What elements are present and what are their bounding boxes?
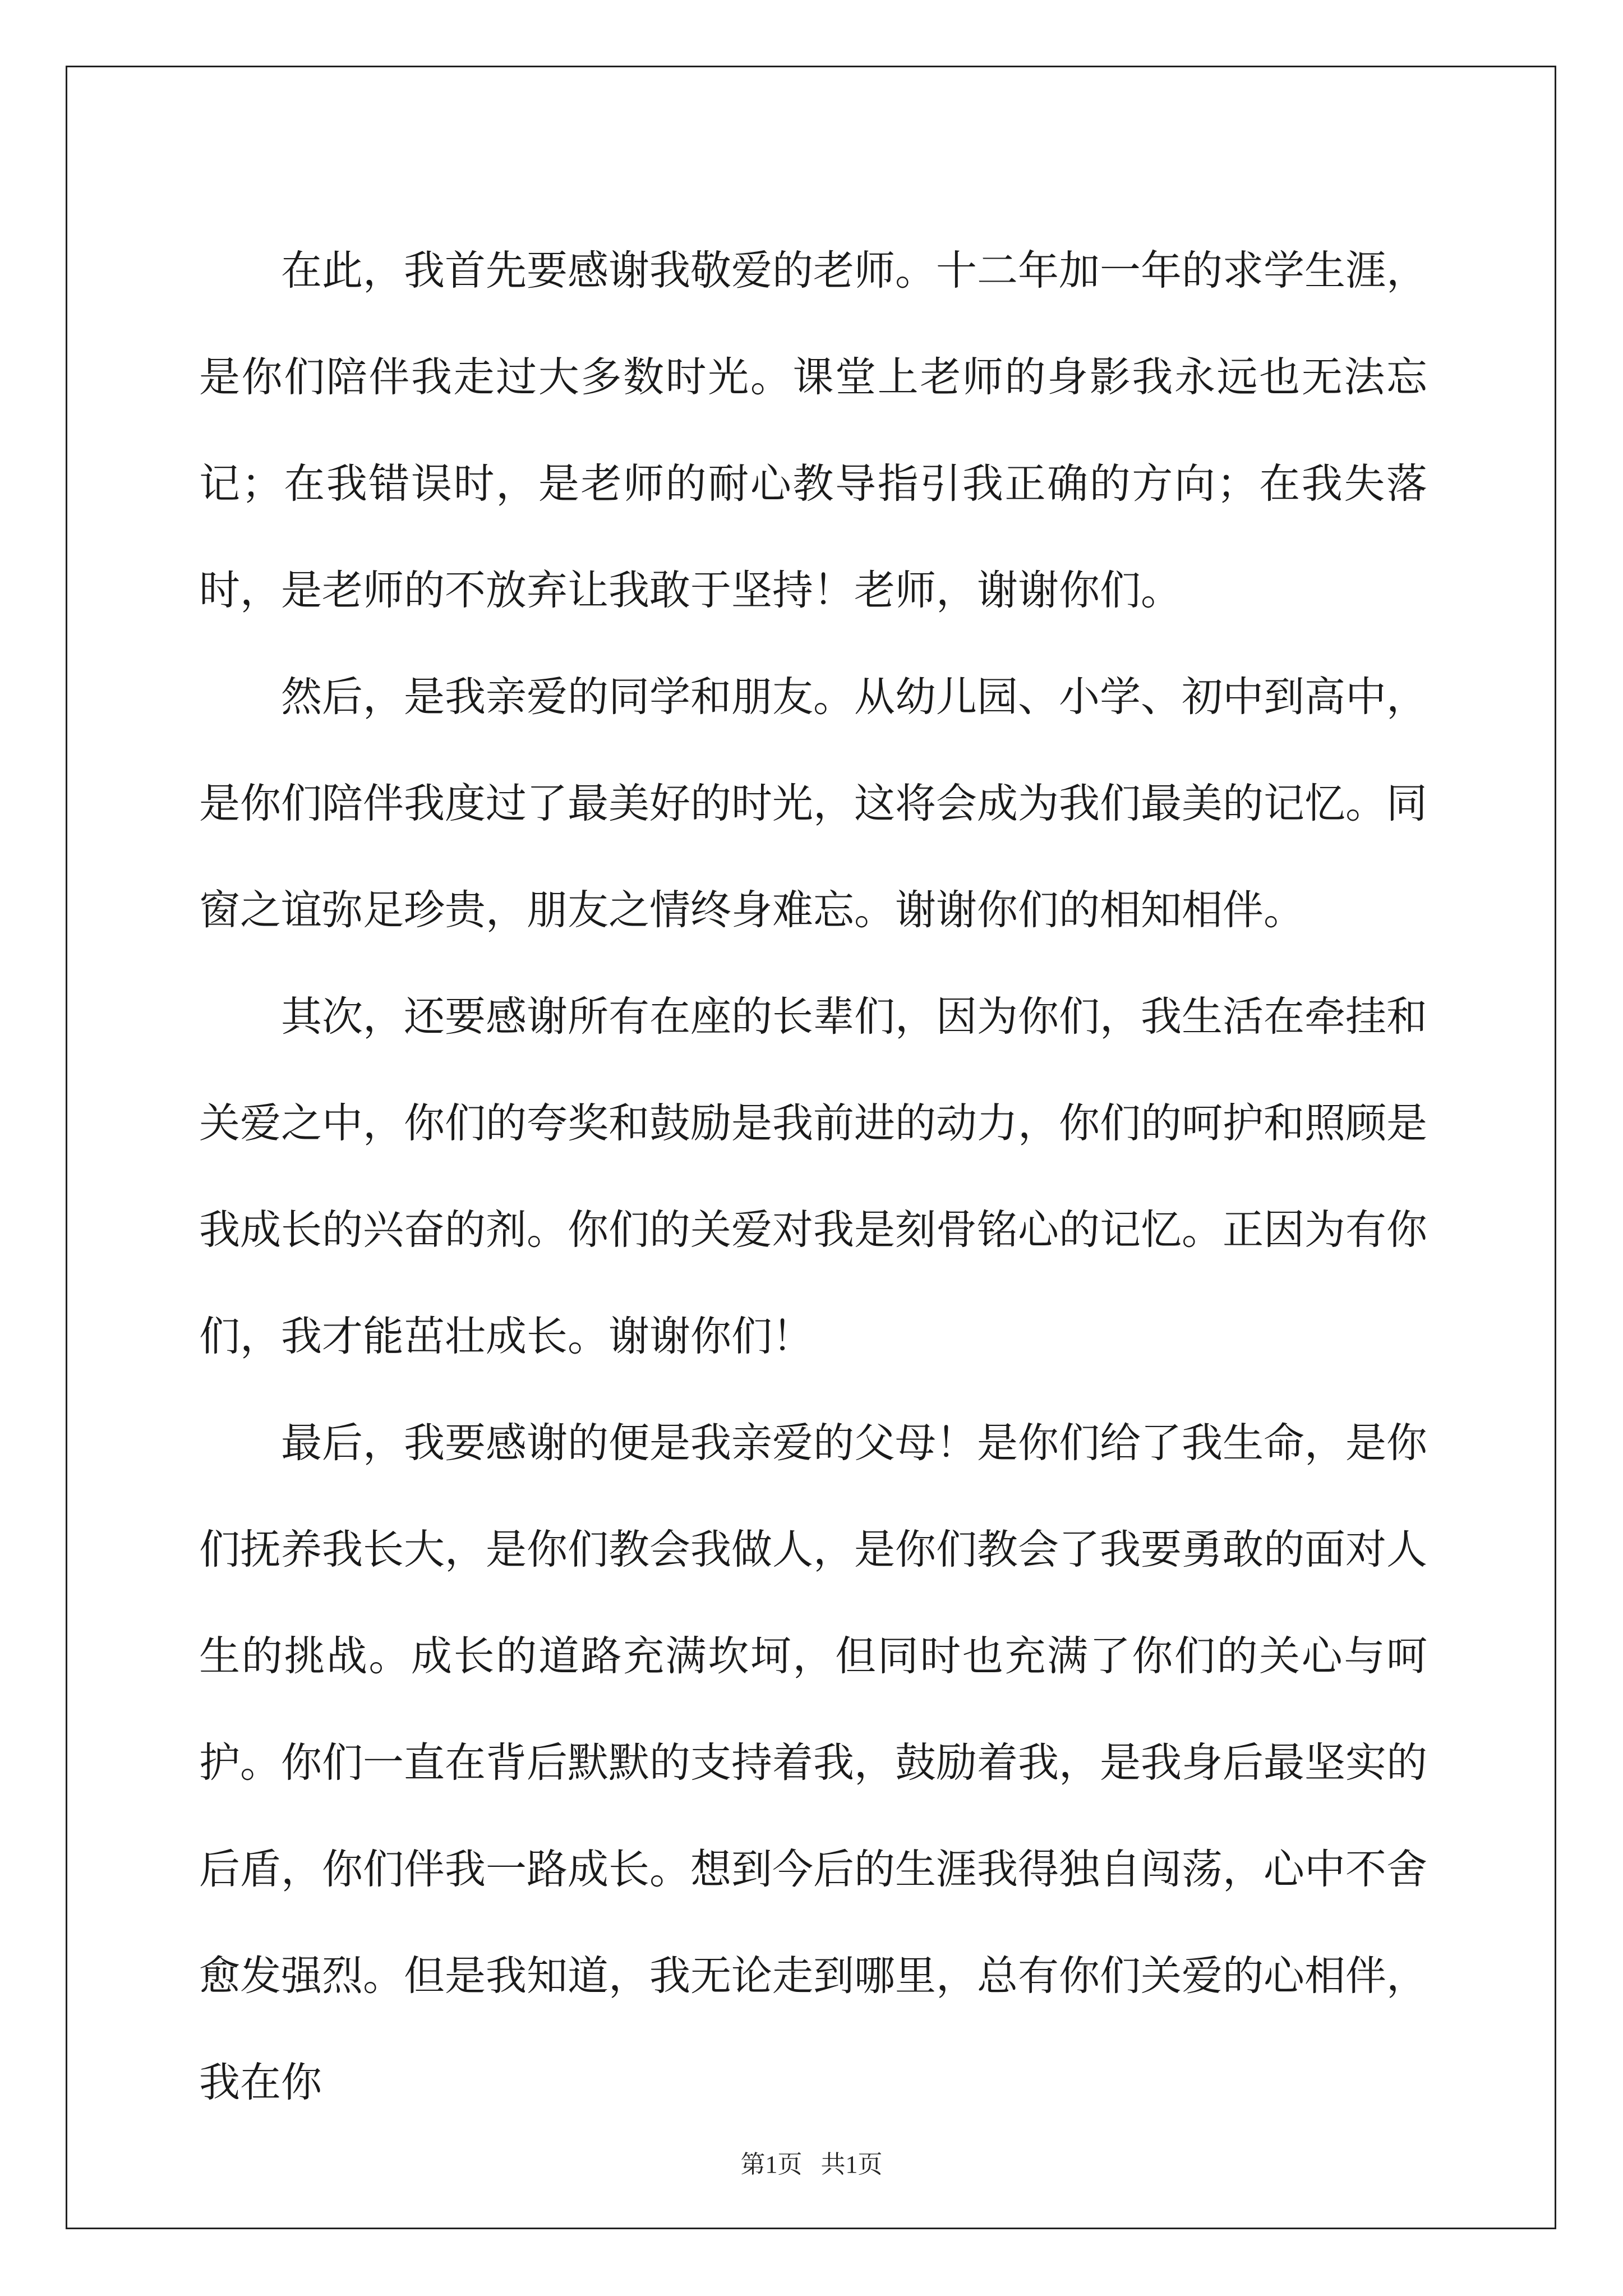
page-number: 第1页 共1页 xyxy=(740,2151,883,2178)
paragraph-parents: 最后，我要感谢的便是我亲爱的父母！是你们给了我生命，是你们抚养我长大，是你们教会我做人，是你们教会了我要勇敢的面对人生的挑战。成长的道路充满坎坷，但同时也充满了你们的关心与呵护。你们一直在背后默默的支持着我，鼓励着我，是我身后最坚实的后盾，你们伴我一路成长。想到今后的生涯我得独自闯荡，心中不舍愈发强烈。但是我知道，我无论走到哪里，总有你们关爱的心相伴，我在你 xyxy=(199,1419,1427,2106)
document-body xyxy=(199,218,1427,2136)
paragraph-elders: 其次，还要感谢所有在座的长辈们，因为你们，我生活在牵挂和关爱之中，你们的夸奖和鼓励是我前进的动力，你们的呵护和照顾是我成长的兴奋的剂。你们的关爱对我是刻骨铭心的记忆。正因为有你们，我才能茁壮成长。谢谢你们！ xyxy=(199,993,1427,1360)
paragraph-teachers: 在此，我首先要感谢我敬爱的老师。十二年加一年的求学生涯，是你们陪伴我走过大多数时光。课堂上老师的身影我永远也无法忘记；在我错误时，是老师的耐心教导指引我正确的方向；在我失落时，是老师的不放弃让我敢于坚持！老师，谢谢你们。 xyxy=(199,247,1427,614)
paragraph-classmates: 然后，是我亲爱的同学和朋友。从幼儿园、小学、初中到高中，是你们陪伴我度过了最美好的时光，这将会成为我们最美的记忆。同窗之谊弥足珍贵，朋友之情终身难忘。谢谢你们的相知相伴。 xyxy=(199,673,1427,934)
